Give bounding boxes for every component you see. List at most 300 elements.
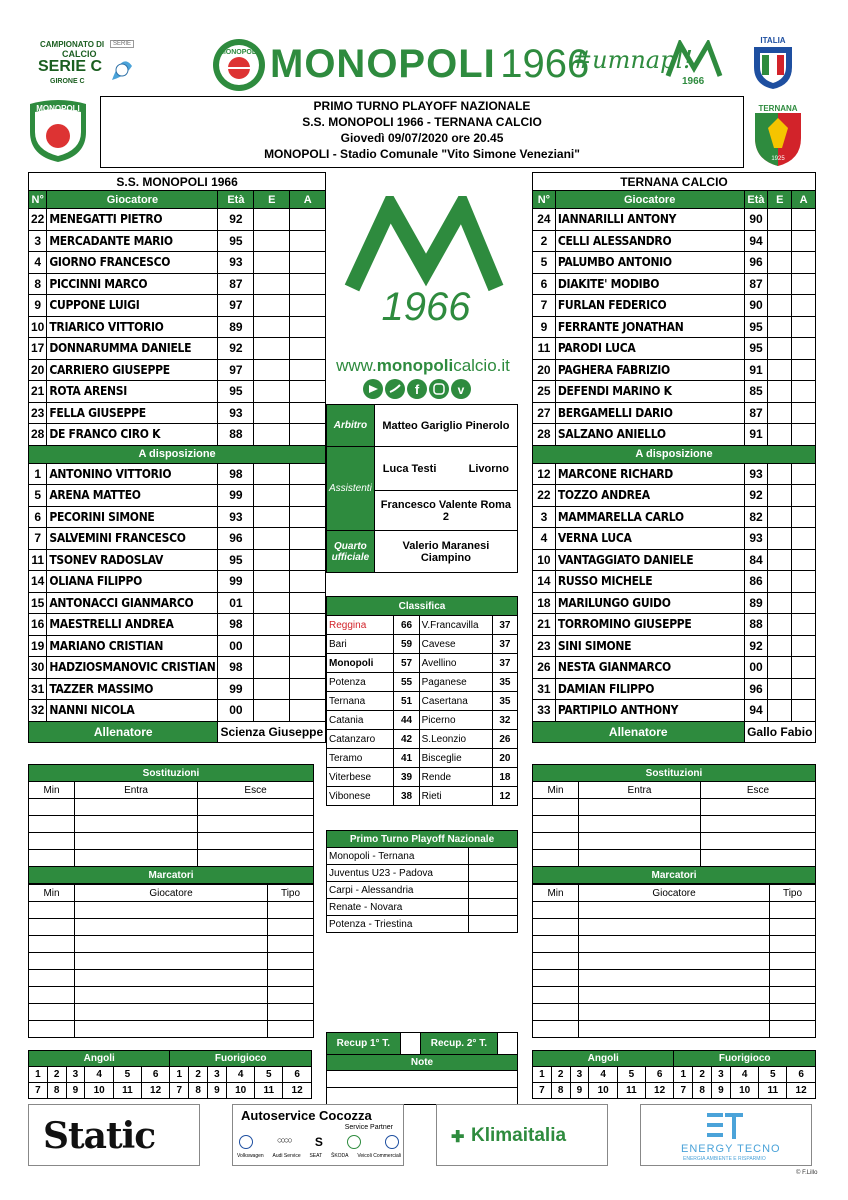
player-e-cell[interactable] <box>254 528 290 550</box>
player-a-cell[interactable] <box>792 485 816 507</box>
marc-cell[interactable] <box>75 953 268 970</box>
marc-row <box>29 919 314 936</box>
player-age: 01 <box>218 592 254 614</box>
player-a-cell[interactable] <box>290 252 326 274</box>
player-e-cell[interactable] <box>768 463 792 485</box>
sost-cell[interactable] <box>533 816 579 833</box>
angoli-count[interactable]: 1 <box>29 1067 48 1083</box>
marc-cell[interactable] <box>579 970 770 987</box>
angoli-count[interactable]: 3 <box>570 1067 589 1083</box>
sost-row <box>533 816 816 833</box>
player-a-cell[interactable] <box>290 700 326 722</box>
home-angoli <box>28 1050 312 1099</box>
player-a-cell[interactable] <box>792 528 816 550</box>
angoli-count[interactable]: 11 <box>618 1083 646 1099</box>
marc-cell[interactable] <box>29 1021 75 1038</box>
sost-cell[interactable] <box>533 850 579 867</box>
player-e-cell[interactable] <box>768 424 792 446</box>
player-a-cell[interactable] <box>792 402 816 424</box>
note-area[interactable] <box>327 1070 518 1087</box>
angoli-count[interactable]: 12 <box>645 1083 674 1099</box>
angoli-count[interactable]: 12 <box>141 1083 170 1099</box>
player-e-cell[interactable] <box>768 678 792 700</box>
fuorigioco-count[interactable]: 12 <box>283 1083 312 1099</box>
player-e-cell[interactable] <box>768 381 792 403</box>
player-a-cell[interactable] <box>290 635 326 657</box>
player-e-cell[interactable] <box>254 549 290 571</box>
fuorigioco-count[interactable]: 3 <box>712 1067 731 1083</box>
marc-cell[interactable] <box>533 936 579 953</box>
player-e-cell[interactable] <box>768 528 792 550</box>
audi-icon: ○○○○ <box>277 1135 291 1145</box>
sost-cell[interactable] <box>198 816 314 833</box>
player-e-cell[interactable] <box>254 614 290 636</box>
player-a-cell[interactable] <box>290 316 326 338</box>
player-age: 98 <box>218 657 254 679</box>
fuorigioco-count[interactable]: 5 <box>759 1067 787 1083</box>
player-a-cell[interactable] <box>290 485 326 507</box>
player-e-cell[interactable] <box>768 549 792 571</box>
marc-row <box>533 936 816 953</box>
player-a-cell[interactable] <box>792 295 816 317</box>
player-age: 91 <box>744 424 768 446</box>
marc-row <box>533 970 816 987</box>
fuorigioco-count[interactable]: 7 <box>170 1083 189 1099</box>
sost-cell[interactable] <box>533 833 579 850</box>
credit: © F.Lillo <box>796 1170 818 1176</box>
angoli-count[interactable]: 5 <box>114 1067 142 1083</box>
fuorigioco-count[interactable]: 4 <box>226 1067 255 1083</box>
player-a-cell[interactable] <box>792 700 816 722</box>
sost-title: Sostituzioni <box>29 765 314 782</box>
playoff-result[interactable] <box>469 848 518 865</box>
sost-cell[interactable] <box>198 850 314 867</box>
note-area[interactable] <box>327 1087 518 1104</box>
player-number: 12 <box>533 463 556 485</box>
marc-cell[interactable] <box>533 919 579 936</box>
playoff-result[interactable] <box>469 916 518 933</box>
player-number: 21 <box>29 381 47 403</box>
sost-esce: Esce <box>198 782 314 799</box>
marc-cell[interactable] <box>268 1004 314 1021</box>
angoli-count[interactable]: 4 <box>589 1067 618 1083</box>
marc-cell[interactable] <box>29 919 75 936</box>
player-e-cell[interactable] <box>254 316 290 338</box>
fuorigioco-count[interactable]: 2 <box>693 1067 712 1083</box>
player-a-cell[interactable] <box>792 230 816 252</box>
angoli-count[interactable]: 1 <box>533 1067 552 1083</box>
marc-cell[interactable] <box>533 1004 579 1021</box>
player-e-cell[interactable] <box>254 678 290 700</box>
player-e-cell[interactable] <box>254 485 290 507</box>
player-a-cell[interactable] <box>290 338 326 360</box>
player-age: 92 <box>744 485 768 507</box>
player-name: VANTAGGIATO DANIELE <box>555 549 744 571</box>
player-row <box>533 209 816 231</box>
player-a-cell[interactable] <box>792 657 816 679</box>
marc-cell[interactable] <box>770 987 816 1004</box>
fuorigioco-count[interactable]: 11 <box>759 1083 787 1099</box>
player-a-cell[interactable] <box>792 338 816 360</box>
fuorigioco-count[interactable]: 8 <box>189 1083 208 1099</box>
marc-cell[interactable] <box>579 1021 770 1038</box>
player-e-cell[interactable] <box>254 295 290 317</box>
classifica-points: 12 <box>492 787 517 806</box>
marc-cell[interactable] <box>533 987 579 1004</box>
player-e-cell[interactable] <box>768 402 792 424</box>
classifica-row <box>327 749 518 768</box>
player-e-cell[interactable] <box>254 635 290 657</box>
marc-cell[interactable] <box>268 1021 314 1038</box>
player-e-cell[interactable] <box>768 485 792 507</box>
player-a-cell[interactable] <box>290 359 326 381</box>
marc-cell[interactable] <box>579 987 770 1004</box>
marc-cell[interactable] <box>533 970 579 987</box>
seat-icon: S <box>314 1135 323 1149</box>
home-coach: Scienza Giuseppe <box>218 721 326 743</box>
player-e-cell[interactable] <box>254 230 290 252</box>
sost-min: Min <box>29 782 75 799</box>
marc-cell[interactable] <box>268 987 314 1004</box>
sponsor-energy <box>640 1104 812 1166</box>
player-e-cell[interactable] <box>254 700 290 722</box>
officials-table <box>326 404 518 573</box>
sost-cell[interactable] <box>198 833 314 850</box>
away-coach: Gallo Fabio <box>744 721 815 743</box>
player-a-cell[interactable] <box>792 424 816 446</box>
marc-cell[interactable] <box>75 987 268 1004</box>
player-e-cell[interactable] <box>254 252 290 274</box>
player-e-cell[interactable] <box>254 657 290 679</box>
player-e-cell[interactable] <box>768 252 792 274</box>
player-e-cell[interactable] <box>768 700 792 722</box>
sost-cell[interactable] <box>701 816 816 833</box>
ternana-shield-icon <box>752 98 804 168</box>
sost-cell[interactable] <box>579 833 701 850</box>
marc-cell[interactable] <box>770 1004 816 1021</box>
player-name: PAGHERA FABRIZIO <box>555 359 744 381</box>
player-row <box>533 635 816 657</box>
angoli-count[interactable]: 5 <box>618 1067 646 1083</box>
player-e-cell[interactable] <box>254 381 290 403</box>
player-name: NANNI NICOLA <box>47 700 218 722</box>
sost-cell[interactable] <box>75 850 198 867</box>
player-e-cell[interactable] <box>768 316 792 338</box>
marc-cell[interactable] <box>770 953 816 970</box>
player-a-cell[interactable] <box>290 678 326 700</box>
player-e-cell[interactable] <box>254 359 290 381</box>
marc-cell[interactable] <box>579 936 770 953</box>
player-number: 23 <box>533 635 556 657</box>
marc-cell[interactable] <box>579 953 770 970</box>
marc-cell[interactable] <box>75 902 268 919</box>
match-box <box>100 96 744 168</box>
marc-cell[interactable] <box>770 919 816 936</box>
player-e-cell[interactable] <box>768 209 792 231</box>
marc-cell[interactable] <box>75 970 268 987</box>
fuorigioco-count[interactable]: 9 <box>208 1083 227 1099</box>
website[interactable] <box>326 356 520 376</box>
player-row <box>29 359 326 381</box>
player-e-cell[interactable] <box>254 592 290 614</box>
player-e-cell[interactable] <box>254 571 290 593</box>
player-a-cell[interactable] <box>290 295 326 317</box>
sost-cell[interactable] <box>701 850 816 867</box>
fuorigioco-count[interactable]: 6 <box>283 1067 312 1083</box>
classifica-team: Reggina <box>327 616 394 635</box>
classifica-row <box>327 654 518 673</box>
marc-cell[interactable] <box>268 970 314 987</box>
angoli-count[interactable]: 6 <box>141 1067 170 1083</box>
marc-cell[interactable] <box>579 919 770 936</box>
fuorigioco-count[interactable]: 10 <box>226 1083 255 1099</box>
player-e-cell[interactable] <box>768 592 792 614</box>
angoli-count[interactable]: 8 <box>551 1083 570 1099</box>
cocozza-title: Autoservice Cocozza <box>241 1108 372 1123</box>
fuorigioco-count[interactable]: 3 <box>208 1067 227 1083</box>
angoli-count[interactable]: 10 <box>589 1083 618 1099</box>
sost-cell[interactable] <box>198 799 314 816</box>
player-a-cell[interactable] <box>792 359 816 381</box>
player-e-cell[interactable] <box>768 635 792 657</box>
player-name: MAESTRELLI ANDREA <box>47 614 218 636</box>
fuorigioco-count[interactable]: 8 <box>693 1083 712 1099</box>
marc-cell[interactable] <box>75 936 268 953</box>
player-age: 92 <box>218 338 254 360</box>
angoli-count[interactable]: 6 <box>645 1067 674 1083</box>
marc-cell[interactable] <box>268 919 314 936</box>
player-row <box>29 571 326 593</box>
sost-cell[interactable] <box>579 816 701 833</box>
player-a-cell[interactable] <box>290 506 326 528</box>
player-e-cell[interactable] <box>768 506 792 528</box>
player-e-cell[interactable] <box>254 402 290 424</box>
fuorigioco-count[interactable]: 10 <box>730 1083 759 1099</box>
player-age: 82 <box>744 506 768 528</box>
player-name: PALUMBO ANTONIO <box>555 252 744 274</box>
marc-cell[interactable] <box>268 936 314 953</box>
classifica-points: 35 <box>492 673 517 692</box>
serie-c-line2: CALCIO <box>62 49 97 59</box>
fuorigioco-count[interactable]: 9 <box>712 1083 731 1099</box>
away-sost-table <box>532 764 816 884</box>
marc-cell[interactable] <box>770 902 816 919</box>
vwc-icon <box>385 1135 399 1149</box>
player-a-cell[interactable] <box>792 678 816 700</box>
away-coach-label: Allenatore <box>533 721 745 743</box>
player-age: 93 <box>218 252 254 274</box>
player-a-cell[interactable] <box>290 424 326 446</box>
angoli-count[interactable]: 3 <box>66 1067 85 1083</box>
player-a-cell[interactable] <box>792 463 816 485</box>
angoli-count[interactable]: 8 <box>47 1083 66 1099</box>
marc-cell[interactable] <box>75 919 268 936</box>
marc-cell[interactable] <box>29 987 75 1004</box>
player-a-cell[interactable] <box>290 614 326 636</box>
classifica <box>326 596 518 806</box>
player-a-cell[interactable] <box>792 252 816 274</box>
sost-cell[interactable] <box>29 850 75 867</box>
classifica-team: Bisceglie <box>419 749 492 768</box>
player-name: FURLAN FEDERICO <box>555 295 744 317</box>
angoli-count[interactable]: 9 <box>66 1083 85 1099</box>
marc-cell[interactable] <box>533 1021 579 1038</box>
player-row <box>533 700 816 722</box>
player-a-cell[interactable] <box>290 657 326 679</box>
player-e-cell[interactable] <box>254 424 290 446</box>
classifica-team: Casertana <box>419 692 492 711</box>
player-number: 7 <box>533 295 556 317</box>
monopoli-shield-icon <box>26 98 90 164</box>
player-e-cell[interactable] <box>768 359 792 381</box>
sost-cell[interactable] <box>579 799 701 816</box>
player-e-cell[interactable] <box>254 338 290 360</box>
angoli-count[interactable]: 4 <box>85 1067 114 1083</box>
marc-cell[interactable] <box>268 902 314 919</box>
classifica-points: 41 <box>394 749 419 768</box>
marc-cell[interactable] <box>770 936 816 953</box>
marc-cell[interactable] <box>579 902 770 919</box>
player-e-cell[interactable] <box>768 273 792 295</box>
angoli-count[interactable]: 7 <box>533 1083 552 1099</box>
player-a-cell[interactable] <box>290 209 326 231</box>
player-e-cell[interactable] <box>254 506 290 528</box>
player-age: 95 <box>744 316 768 338</box>
angoli-count[interactable]: 7 <box>29 1083 48 1099</box>
sost-cell[interactable] <box>29 833 75 850</box>
player-a-cell[interactable] <box>792 316 816 338</box>
marc-cell[interactable] <box>770 970 816 987</box>
playoff-result[interactable] <box>469 865 518 882</box>
player-a-cell[interactable] <box>792 506 816 528</box>
marc-cell[interactable] <box>770 1021 816 1038</box>
classifica-team: Potenza <box>327 673 394 692</box>
player-e-cell[interactable] <box>768 571 792 593</box>
classifica-team: Catanzaro <box>327 730 394 749</box>
player-e-cell[interactable] <box>254 273 290 295</box>
player-a-cell[interactable] <box>290 549 326 571</box>
recup-1-value[interactable] <box>400 1033 420 1055</box>
player-e-cell[interactable] <box>768 295 792 317</box>
fuorigioco-count[interactable]: 11 <box>255 1083 283 1099</box>
sost-cell[interactable] <box>701 833 816 850</box>
fuorigioco-count[interactable]: 6 <box>787 1067 816 1083</box>
marc-cell[interactable] <box>268 953 314 970</box>
sost-cell[interactable] <box>75 816 198 833</box>
player-a-cell[interactable] <box>290 230 326 252</box>
playoff-match: Monopoli - Ternana <box>327 848 469 865</box>
angoli-label: Angoli <box>29 1051 170 1067</box>
fuorigioco-count[interactable]: 7 <box>674 1083 693 1099</box>
player-a-cell[interactable] <box>290 463 326 485</box>
player-name: PARTIPILO ANTHONY <box>555 700 744 722</box>
angoli-count[interactable]: 11 <box>114 1083 142 1099</box>
marc-cell[interactable] <box>29 902 75 919</box>
match-line3: Giovedì 09/07/2020 ore 20.45 <box>340 131 504 145</box>
player-age: 84 <box>744 549 768 571</box>
fuorigioco-count[interactable]: 5 <box>255 1067 283 1083</box>
fuorigioco-count[interactable]: 4 <box>730 1067 759 1083</box>
sost-cell[interactable] <box>29 799 75 816</box>
marc-cell[interactable] <box>579 1004 770 1021</box>
player-a-cell[interactable] <box>792 635 816 657</box>
fuorigioco-count[interactable]: 1 <box>170 1067 189 1083</box>
marc-cell[interactable] <box>533 953 579 970</box>
recup-2-value[interactable] <box>498 1033 518 1055</box>
sost-cell[interactable] <box>75 833 198 850</box>
player-a-cell[interactable] <box>290 571 326 593</box>
player-e-cell[interactable] <box>254 209 290 231</box>
marc-cell[interactable] <box>533 902 579 919</box>
serie-c-logo <box>28 36 140 96</box>
player-number: 7 <box>29 528 47 550</box>
angoli-count[interactable]: 2 <box>47 1067 66 1083</box>
player-e-cell[interactable] <box>254 463 290 485</box>
angoli-count[interactable]: 10 <box>85 1083 114 1099</box>
player-e-cell[interactable] <box>768 230 792 252</box>
player-name: DIAKITE' MODIBO <box>555 273 744 295</box>
player-a-cell[interactable] <box>290 528 326 550</box>
classifica-team: Rieti <box>419 787 492 806</box>
fuorigioco-count[interactable]: 1 <box>674 1067 693 1083</box>
marc-cell[interactable] <box>75 1004 268 1021</box>
player-a-cell[interactable] <box>792 614 816 636</box>
playoff-result[interactable] <box>469 899 518 916</box>
player-a-cell[interactable] <box>290 381 326 403</box>
player-row <box>533 402 816 424</box>
col-player: Giocatore <box>555 191 744 209</box>
marc-cell[interactable] <box>29 953 75 970</box>
player-row <box>533 338 816 360</box>
brand-audi: Audi Service <box>272 1153 301 1159</box>
marc-cell[interactable] <box>29 1004 75 1021</box>
playoff-result[interactable] <box>469 882 518 899</box>
sost-cell[interactable] <box>579 850 701 867</box>
angoli-count[interactable]: 9 <box>570 1083 589 1099</box>
player-a-cell[interactable] <box>792 273 816 295</box>
sost-cell[interactable] <box>29 816 75 833</box>
marc-cell[interactable] <box>75 1021 268 1038</box>
marc-cell[interactable] <box>29 936 75 953</box>
player-e-cell[interactable] <box>768 338 792 360</box>
classifica-team: S.Leonzio <box>419 730 492 749</box>
player-a-cell[interactable] <box>792 381 816 403</box>
sost-cell[interactable] <box>701 799 816 816</box>
angoli-count[interactable]: 2 <box>551 1067 570 1083</box>
fuorigioco-count[interactable]: 2 <box>189 1067 208 1083</box>
player-a-cell[interactable] <box>792 549 816 571</box>
sost-cell[interactable] <box>533 799 579 816</box>
sost-cell[interactable] <box>75 799 198 816</box>
serie-c-line3: SERIE C <box>38 58 103 75</box>
marc-tipo: Tipo <box>268 885 314 902</box>
marc-cell[interactable] <box>29 970 75 987</box>
player-a-cell[interactable] <box>792 571 816 593</box>
player-a-cell[interactable] <box>290 273 326 295</box>
fuorigioco-count[interactable]: 12 <box>787 1083 816 1099</box>
player-e-cell[interactable] <box>768 614 792 636</box>
player-name: CARRIERO GIUSEPPE <box>47 359 218 381</box>
player-age: 00 <box>218 700 254 722</box>
player-a-cell[interactable] <box>792 209 816 231</box>
player-a-cell[interactable] <box>290 592 326 614</box>
player-number: 21 <box>533 614 556 636</box>
ternana-badge-text: TERNANA <box>758 104 798 113</box>
player-e-cell[interactable] <box>768 657 792 679</box>
player-a-cell[interactable] <box>792 592 816 614</box>
player-a-cell[interactable] <box>290 402 326 424</box>
classifica-points: 39 <box>394 768 419 787</box>
